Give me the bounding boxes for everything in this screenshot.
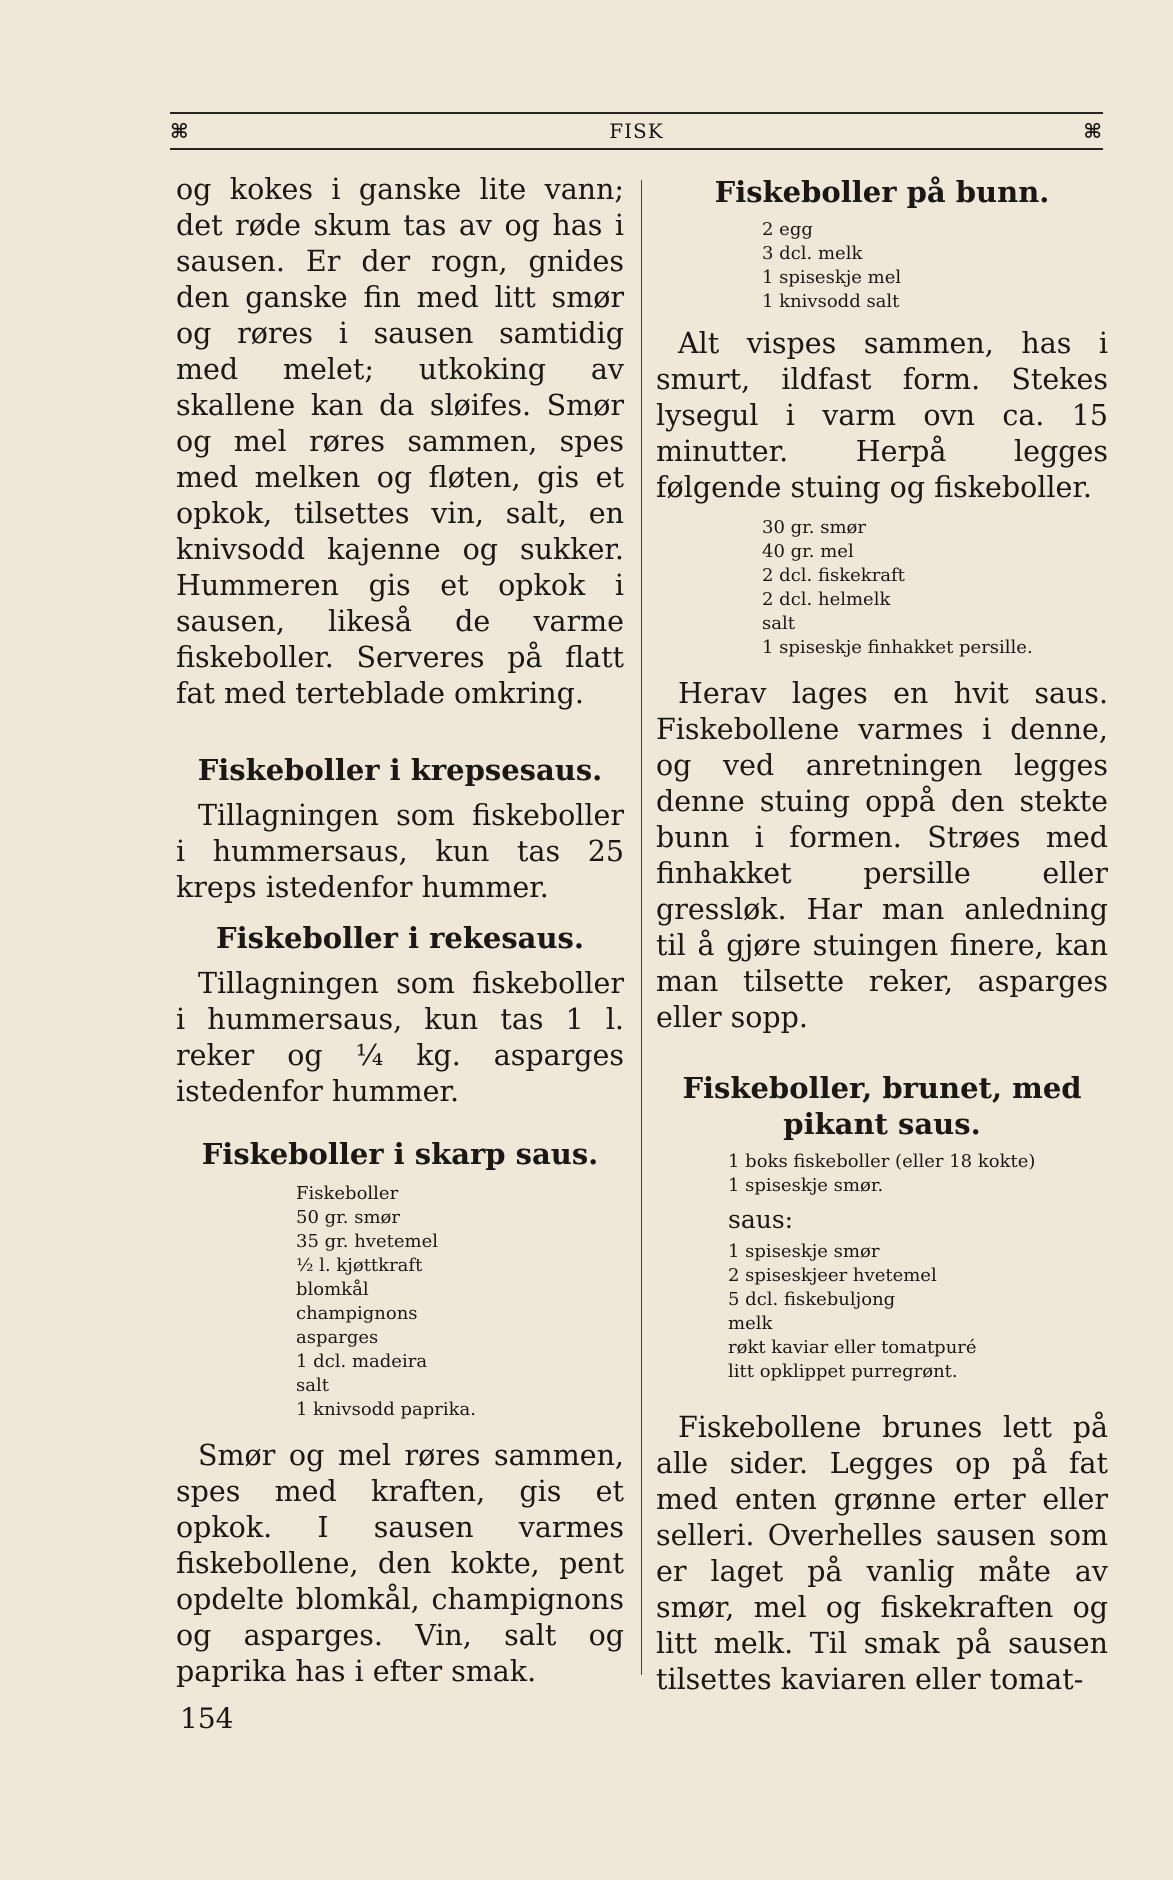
ingredient: 1 knivsodd paprika. — [296, 1399, 476, 1420]
ingredient: litt opklippet purregrønt. — [728, 1361, 958, 1382]
ingredient: salt — [296, 1375, 329, 1396]
ingredient: 1 spiseskje smør — [728, 1241, 880, 1262]
ingredient-list-brunet — [728, 1150, 1108, 1198]
recipe-text-rekesaus: Tillagningen som fiskeboller i hummersaus, kun tas 1 l. reker og ¼ kg. asparges istedenfor hummer. — [176, 967, 624, 1108]
recipe-text-krepsesaus: Tillagningen som fiskeboller i hummersaus, kun tas 25 kreps istedenfor hummer. — [176, 799, 624, 904]
ingredient: salt — [762, 613, 795, 634]
saus-label: saus: — [728, 1205, 794, 1234]
ingredient: 2 egg — [762, 219, 813, 240]
recipe-title-krepsesaus: Fiskeboller i krepsesaus. — [197, 753, 603, 787]
header-rule-bottom — [170, 148, 1103, 150]
header-rule-top — [170, 112, 1103, 114]
column-divider — [641, 180, 642, 1675]
ornament-icon: ⌘ — [1083, 119, 1103, 143]
ingredient-list-skarp-saus — [296, 1182, 624, 1422]
ingredient: 2 dcl. helmelk — [762, 589, 891, 610]
ingredient: champignons — [296, 1303, 418, 1324]
ingredient: ½ l. kjøttkraft — [296, 1255, 423, 1276]
intro-paragraph: og kokes i ganske lite vann; det røde skum tas av og has i sausen. Er der rogn, gnides den ganske fin med litt smør og røres i sausen samtidig med melet; utkoking av skallene kan da sløifes. Smør og mel røres sammen, spes med melken og fløten, gis et opkok, tilsettes vin, salt, en knivsodd kajenne og sukker. Hummeren gis et opkok i sausen, likeså de varme fiskeboller. Serveres på flatt fat med terteblade omkring. — [176, 173, 624, 710]
ingredient: 1 knivsodd salt — [762, 291, 900, 312]
ingredient: 40 gr. mel — [762, 541, 854, 562]
recipe-title-brunet-line2: pikant saus. — [783, 1107, 981, 1141]
ingredient: melk — [728, 1313, 773, 1334]
ingredient: 1 spiseskje mel — [762, 267, 902, 288]
ingredient-list-saus — [728, 1240, 1108, 1384]
ingredient: 1 dcl. madeira — [296, 1351, 428, 1372]
ingredient: asparges — [296, 1327, 379, 1348]
recipe-text-stuing: Herav lages en hvit saus. Fiskebollene varmes i denne, og ved anretningen legges denne stuing oppå den stekte bunn i formen. Strøes med finhakket persille eller gressløk. Har man anledning til å gjøre stuingen finere, kan man tilsette reker, asparges eller sopp. — [656, 677, 1108, 1034]
header-title: FISK — [609, 119, 664, 143]
ingredient-list-stuing — [762, 516, 1108, 660]
ingredient: 1 boks fiskeboller (eller 18 kokte) — [728, 1151, 1036, 1172]
recipe-text-bunn: Alt vispes sammen, has i smurt, ildfast form. Stekes lysegul i varm ovn ca. 15 minutter. Herpå legges følgende stuing og fiskeboller. — [656, 327, 1108, 504]
running-header — [170, 116, 1103, 146]
ingredient: 5 dcl. fiskebuljong — [728, 1289, 896, 1310]
ingredient: 1 spiseskje smør. — [728, 1175, 884, 1196]
recipe-title-rekesaus: Fiskeboller i rekesaus. — [216, 921, 584, 955]
recipe-title-bunn: Fiskeboller på bunn. — [714, 175, 1050, 209]
ingredient: 2 spiseskjeer hvetemel — [728, 1265, 937, 1286]
ingredient: 2 dcl. fiskekraft — [762, 565, 905, 586]
recipe-title-brunet-line1: Fiskeboller, brunet, med — [682, 1071, 1082, 1105]
ingredient: blomkål — [296, 1279, 369, 1300]
right-column — [656, 172, 1108, 1698]
ingredient: 3 dcl. melk — [762, 243, 863, 264]
ingredient: Fiskeboller — [296, 1183, 399, 1204]
page-number: 154 — [180, 1702, 234, 1735]
ornament-icon: ⌘ — [170, 119, 190, 143]
ingredient: røkt kaviar eller tomatpuré — [728, 1337, 977, 1358]
recipe-title-skarp-saus: Fiskeboller i skarp saus. — [201, 1137, 599, 1171]
ingredient: 1 spiseskje finhakket persille. — [762, 637, 1033, 658]
ingredient: 30 gr. smør — [762, 517, 866, 538]
recipe-text-skarp-saus: Smør og mel røres sammen, spes med kraften, gis et opkok. I sausen varmes fiskebollene, den kokte, pent opdelte blomkål, champignons og asparges. Vin, salt og paprika has i efter smak. — [176, 1439, 624, 1688]
ingredient: 35 gr. hvetemel — [296, 1231, 438, 1252]
recipe-text-brunet: Fiskebollene brunes lett på alle sider. Legges op på fat med enten grønne erter eller selleri. Overhelles sausen som er laget på vanlig måte av smør, mel og fiskekraften og litt melk. Til smak på sausen tilsettes kaviaren eller tomat- — [656, 1411, 1108, 1696]
ingredient: 50 gr. smør — [296, 1207, 400, 1228]
left-column — [176, 172, 624, 1690]
ingredient-list-bunn — [762, 218, 1108, 314]
